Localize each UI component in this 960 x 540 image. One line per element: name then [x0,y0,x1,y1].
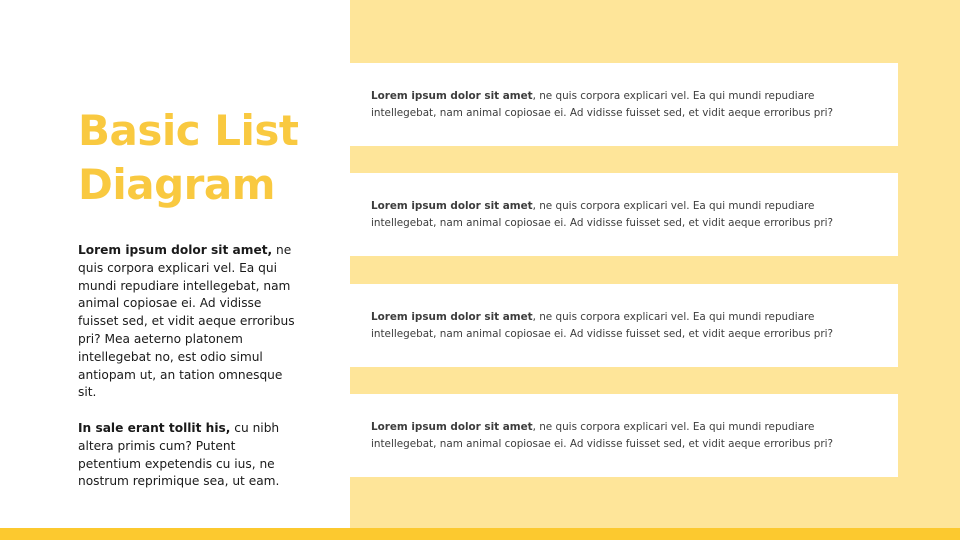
list-item [350,63,898,146]
list-item-text: , ne quis corpora explicari vel. Ea qui mundi repudiare intellegebat, nam animal copiosae ei. Ad vidisse fuisset sed, et vidit aeque erroribus pri? [371,200,834,229]
list-item-bold: Lorem ipsum dolor sit amet [371,311,533,323]
intro-paragraph-1 [78,242,298,402]
list-item-text: , ne quis corpora explicari vel. Ea qui mundi repudiare intellegebat, nam animal copiosae ei. Ad vidisse fuisset sed, et vidit aeque erroribus pri? [371,421,834,450]
intro-paragraph-2 [78,420,298,491]
intro-paragraph-2-bold: In sale erant tollit his, [78,420,231,435]
list-item [350,173,898,256]
list-item-text: , ne quis corpora explicari vel. Ea qui mundi repudiare intellegebat, nam animal copiosae ei. Ad vidisse fuisset sed, et vidit aeque erroribus pri? [371,311,834,340]
list-item-bold: Lorem ipsum dolor sit amet [371,421,533,433]
title-line-1: Basic List [78,106,299,155]
bottom-accent-bar [0,528,960,540]
intro-paragraph-2-text: cu nibh altera primis cum? Putent petentium expetendis cu ius, ne nostrum reprimique sea, ut eam. [78,420,280,489]
list-item [350,394,898,477]
slide-title [78,104,338,212]
intro-paragraph-1-bold: Lorem ipsum dolor sit amet, [78,243,273,257]
intro-text [78,242,298,491]
intro-paragraph-1-text: ne quis corpora explicari vel. Ea qui mundi repudiare intellegebat, nam animal copiosae ei. Ad vidisse fuisset sed, et vidit aeque erroribus pri? Mea aeterno platonem intellegebat no, est odio simul antiopam ut, an tation omnesque sit. [78,243,295,400]
list-item-bold: Lorem ipsum dolor sit amet [371,200,533,212]
list-item-text: , ne quis corpora explicari vel. Ea qui mundi repudiare intellegebat, nam animal copiosae ei. Ad vidisse fuisset sed, et vidit aeque erroribus pri? [371,90,834,119]
list-item-bold: Lorem ipsum dolor sit amet [371,90,533,102]
title-line-2: Diagram [78,160,275,209]
list-item [350,284,898,367]
